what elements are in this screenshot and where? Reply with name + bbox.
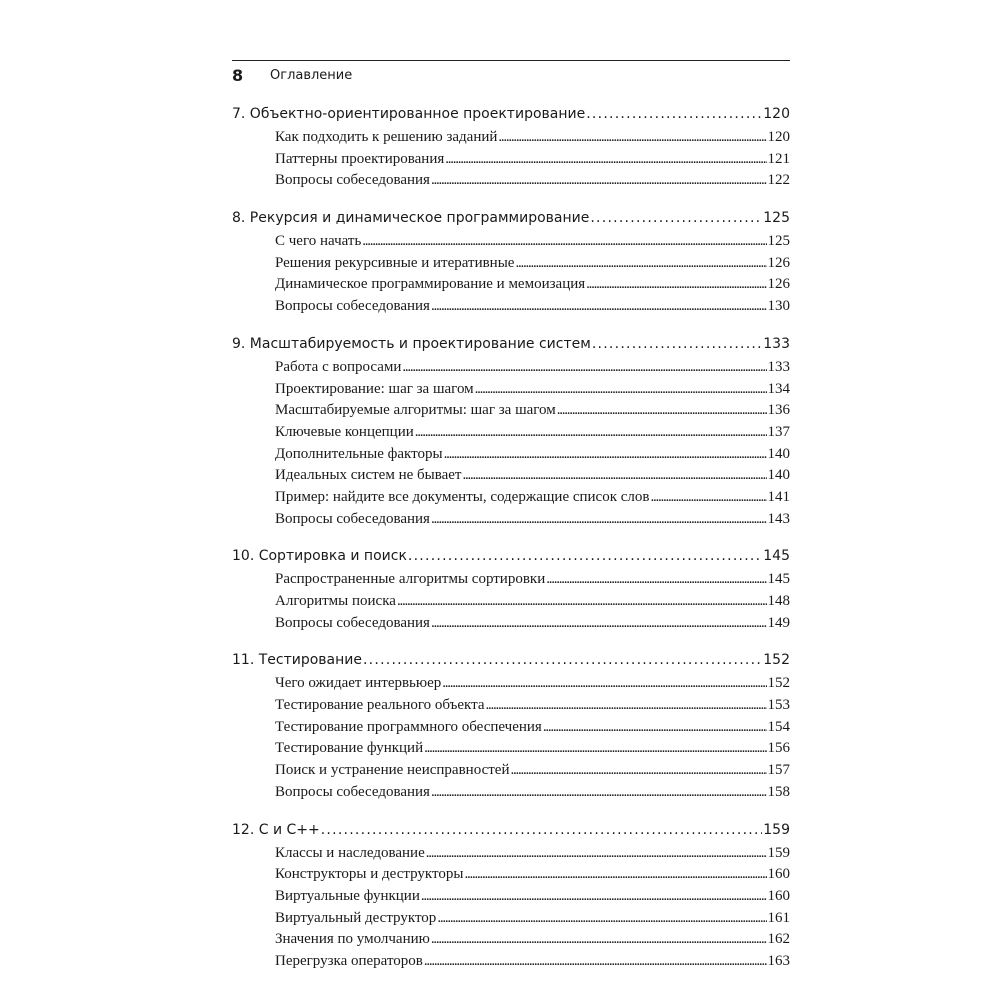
dot-leader	[402, 357, 766, 379]
section-entry	[232, 886, 790, 908]
section-entry	[232, 717, 790, 739]
section-title: Работа с вопросами	[275, 358, 402, 375]
dot-leader	[543, 717, 767, 739]
toc-chapter	[232, 332, 790, 531]
section-page-number: 145	[767, 571, 790, 588]
section-entry	[232, 569, 790, 591]
section-entry	[232, 509, 790, 531]
chapter-title: 12. С и С++	[232, 821, 320, 838]
section-title: Классы и наследование	[275, 844, 425, 861]
dot-leader	[431, 613, 767, 635]
section-page-number: 154	[767, 718, 790, 735]
section-title: Тестирование функций	[275, 740, 424, 757]
running-head: Оглавление	[270, 68, 353, 83]
section-entry	[232, 253, 790, 275]
chapter-title: 7. Объектно-ориентированное проектирование	[232, 106, 586, 122]
dot-leader	[424, 738, 766, 760]
table-of-contents	[232, 102, 790, 987]
chapter-title: 10. Сортировка и поиск	[232, 548, 407, 565]
section-page-number: 152	[767, 675, 790, 692]
toc-chapter	[232, 818, 790, 973]
page-number: 8	[232, 66, 244, 85]
section-title: Значения по умолчанию	[275, 931, 430, 948]
section-page-number: 133	[767, 358, 790, 375]
chapter-entry	[232, 332, 790, 357]
dot-leader	[546, 569, 766, 591]
chapter-entry	[232, 818, 790, 843]
section-page-number: 140	[767, 467, 790, 484]
chapter-page-number: 125	[763, 210, 790, 227]
dot-leader	[592, 332, 762, 357]
section-page-number: 125	[767, 233, 790, 250]
section-page-number: 140	[767, 445, 790, 462]
section-title: Поиск и устранение неисправностей	[275, 762, 510, 779]
chapter-entry	[232, 648, 790, 673]
section-title: Вопросы собеседования	[275, 510, 430, 527]
section-title: Дополнительные факторы	[275, 445, 443, 462]
section-page-number: 158	[767, 783, 790, 800]
chapter-page-number: 152	[763, 652, 790, 669]
section-page-number: 153	[767, 697, 790, 714]
chapter-title: 11. Тестирование	[232, 652, 362, 669]
section-title: С чего начать	[275, 233, 362, 250]
section-title: Конструкторы и деструкторы	[275, 866, 464, 883]
section-entry	[232, 487, 790, 509]
section-entry	[232, 843, 790, 865]
section-entry	[232, 357, 790, 379]
section-entry	[232, 929, 790, 951]
dot-leader	[586, 274, 766, 296]
section-entry	[232, 782, 790, 804]
section-entry	[232, 465, 790, 487]
chapter-page-number: 159	[763, 821, 790, 838]
section-page-number: 157	[767, 762, 790, 779]
section-title: Решения рекурсивные и итеративные	[275, 254, 515, 271]
section-entry	[232, 760, 790, 782]
section-title: Алгоритмы поиска	[275, 593, 396, 609]
dot-leader	[408, 544, 762, 569]
chapter-page-number: 145	[763, 548, 790, 565]
section-page-number: 162	[767, 931, 790, 948]
dot-leader	[445, 149, 766, 171]
section-title: Чего ожидает интервьюер	[275, 675, 442, 692]
section-entry	[232, 695, 790, 717]
section-title: Паттерны проектирования	[275, 150, 445, 167]
dot-leader	[515, 253, 766, 275]
section-page-number: 137	[767, 423, 790, 440]
chapter-page-number: 133	[763, 335, 790, 352]
section-page-number: 134	[767, 380, 790, 397]
section-page-number: 122	[767, 172, 790, 189]
section-page-number: 136	[767, 402, 790, 419]
dot-leader	[486, 695, 767, 717]
section-title: Проектирование: шаг за шагом	[275, 380, 474, 397]
section-entry	[232, 591, 790, 613]
section-page-number: 161	[767, 909, 790, 926]
dot-leader	[475, 379, 767, 401]
section-entry	[232, 170, 790, 192]
section-title: Виртуальный деструктор	[275, 909, 437, 926]
section-entry	[232, 444, 790, 466]
dot-leader	[363, 648, 762, 673]
toc-chapter	[232, 206, 790, 318]
section-title: Как подходить к решению заданий	[275, 129, 498, 145]
chapter-title: 9. Масштабируемость и проектирование систем	[232, 335, 591, 352]
dot-leader	[464, 864, 766, 886]
section-entry	[232, 908, 790, 930]
section-entry	[232, 379, 790, 401]
section-entry	[232, 127, 790, 149]
dot-leader	[431, 170, 767, 192]
dot-leader	[397, 591, 767, 613]
section-entry	[232, 274, 790, 296]
section-page-number: 159	[767, 844, 790, 861]
dot-leader	[426, 843, 767, 865]
dot-leader	[442, 673, 766, 695]
dot-leader	[590, 206, 762, 231]
section-entry	[232, 613, 790, 635]
section-entry	[232, 296, 790, 318]
section-page-number: 160	[767, 887, 790, 904]
chapter-entry	[232, 206, 790, 231]
dot-leader	[424, 951, 767, 973]
section-page-number: 156	[767, 740, 790, 757]
page-header	[232, 60, 790, 85]
dot-leader	[431, 509, 767, 531]
toc-chapter	[232, 102, 790, 192]
section-entry	[232, 738, 790, 760]
toc-chapter	[232, 544, 790, 634]
chapter-title: 8. Рекурсия и динамическое программирование	[232, 210, 590, 227]
section-title: Тестирование реального объекта	[275, 697, 485, 714]
dot-leader	[462, 465, 766, 487]
section-entry	[232, 673, 790, 695]
section-title: Ключевые концепции	[275, 423, 414, 440]
section-page-number: 130	[767, 298, 790, 315]
dot-leader	[431, 782, 767, 804]
section-title: Идеальных систем не бывает	[275, 467, 462, 484]
section-title: Пример: найдите все документы, содержащие список слов	[275, 488, 650, 505]
section-title: Вопросы собеседования	[275, 298, 430, 315]
section-entry	[232, 864, 790, 886]
dot-leader	[421, 886, 767, 908]
section-title: Динамическое программирование и мемоизация	[275, 276, 586, 293]
chapter-entry	[232, 544, 790, 569]
dot-leader	[557, 400, 767, 422]
section-page-number: 143	[767, 510, 790, 527]
section-entry	[232, 231, 790, 253]
dot-leader	[431, 296, 767, 318]
dot-leader	[510, 760, 766, 782]
section-entry	[232, 951, 790, 973]
section-title: Распространенные алгоритмы сортировки	[275, 571, 546, 588]
dot-leader	[431, 929, 767, 951]
dot-leader	[362, 231, 766, 253]
section-title: Масштабируемые алгоритмы: шаг за шагом	[275, 402, 556, 419]
section-entry	[232, 422, 790, 444]
section-page-number: 121	[767, 150, 790, 167]
dot-leader	[415, 422, 767, 444]
section-page-number: 163	[767, 952, 790, 969]
section-title: Виртуальные функции	[275, 887, 420, 904]
dot-leader	[444, 444, 767, 466]
dot-leader	[586, 102, 762, 127]
dot-leader	[498, 127, 766, 149]
section-title: Вопросы собеседования	[275, 614, 430, 631]
section-title: Перегрузка операторов	[275, 952, 423, 969]
chapter-entry	[232, 102, 790, 127]
section-page-number: 148	[767, 593, 790, 609]
section-entry	[232, 400, 790, 422]
toc-chapter	[232, 648, 790, 803]
section-page-number: 126	[767, 254, 790, 271]
section-title: Тестирование программного обеспечения	[275, 718, 542, 735]
section-page-number: 126	[767, 276, 790, 293]
section-page-number: 120	[767, 129, 790, 145]
section-entry	[232, 149, 790, 171]
section-page-number: 149	[767, 614, 790, 631]
section-title: Вопросы собеседования	[275, 783, 430, 800]
section-page-number: 141	[767, 488, 790, 505]
dot-leader	[321, 818, 763, 843]
dot-leader	[437, 908, 766, 930]
chapter-page-number: 120	[763, 106, 790, 122]
section-title: Вопросы собеседования	[275, 172, 430, 189]
dot-leader	[650, 487, 766, 509]
section-page-number: 160	[767, 866, 790, 883]
